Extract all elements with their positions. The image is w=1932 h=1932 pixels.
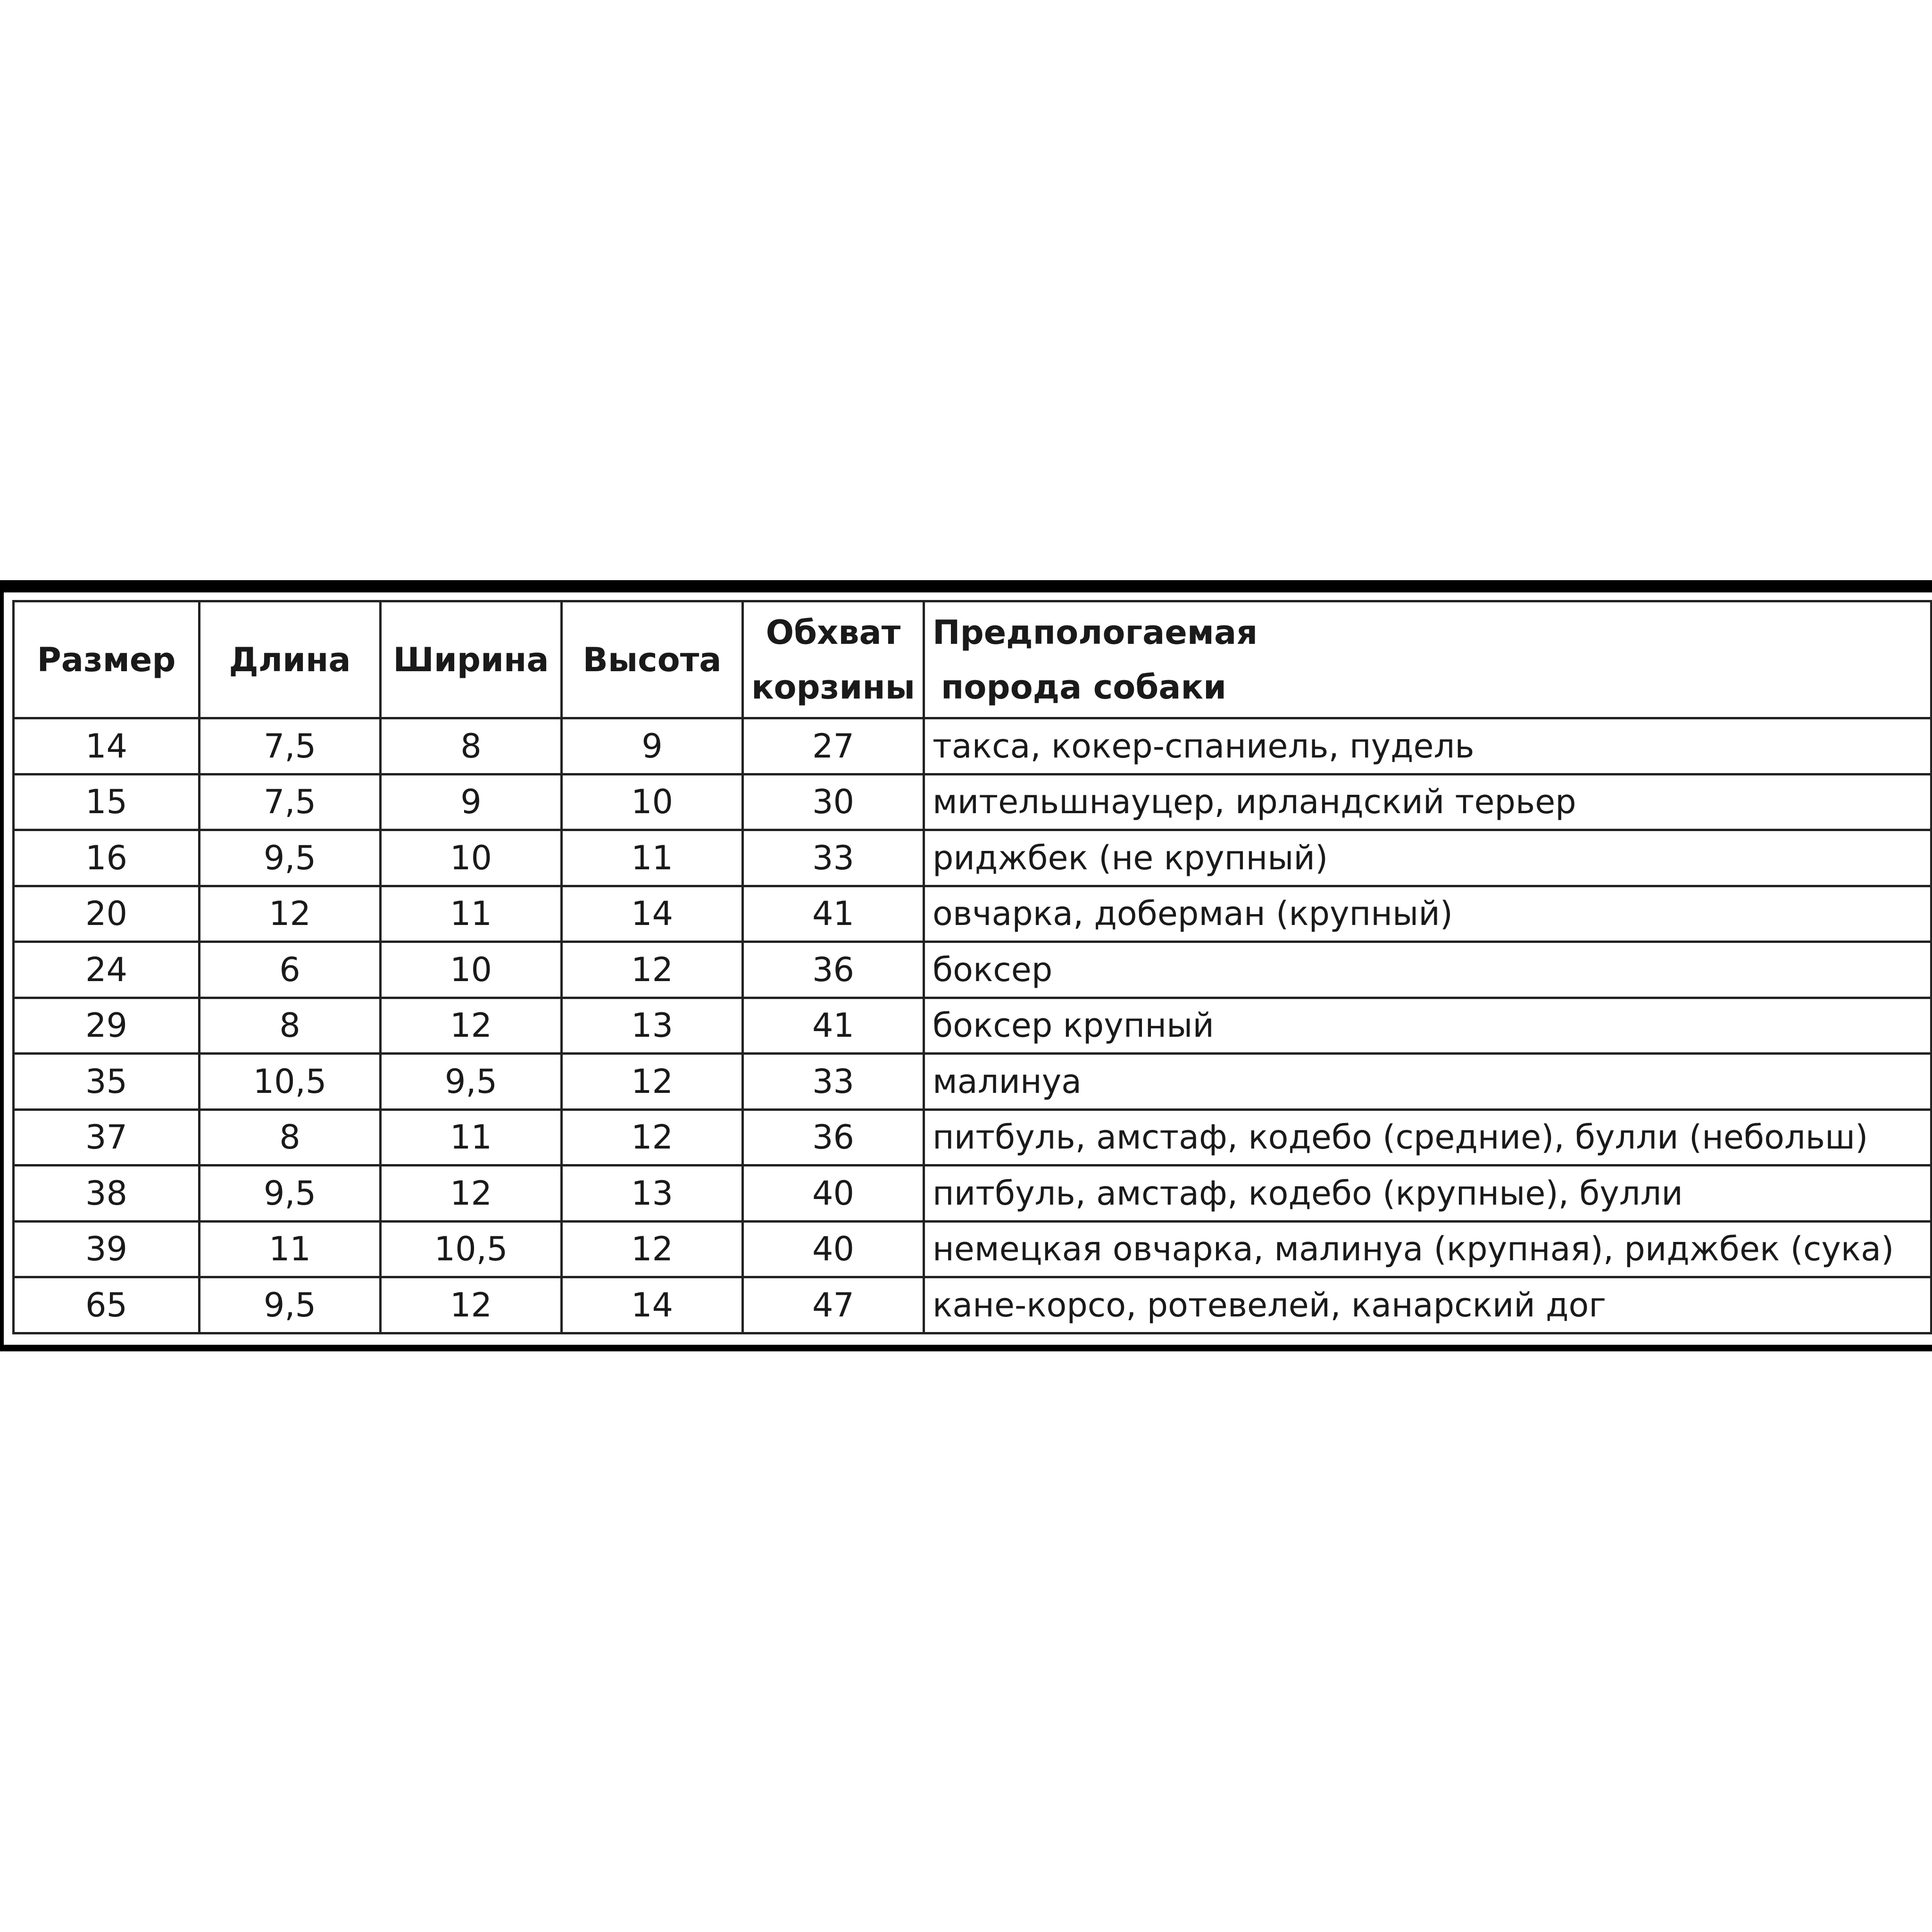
header-size: Размер: [14, 601, 200, 718]
table-row: [14, 1277, 1932, 1333]
size-chart-table: [12, 600, 1932, 1334]
header-basket-girth-line2: корзины: [751, 667, 916, 707]
cell-breed: боксер: [924, 942, 1932, 998]
header-row: [14, 601, 1932, 718]
cell-breed: малинуа: [924, 1054, 1932, 1110]
cell-breed: овчарка, доберман (крупный): [924, 886, 1932, 942]
cell-breed: питбуль, амстаф, кодебо (средние), булли (небольш): [924, 1109, 1932, 1166]
cell-size: 16: [14, 830, 200, 886]
cell-length: 8: [200, 998, 381, 1054]
cell-length: 9,5: [200, 1277, 381, 1333]
cell-breed: немецкая овчарка, малинуа (крупная), риджбек (сука): [924, 1221, 1932, 1277]
table-row: [14, 886, 1932, 942]
header-width: Ширина: [381, 601, 562, 718]
header-breed-line2: порода собаки: [941, 667, 1227, 707]
table-row: [14, 1166, 1932, 1222]
cell-height: 11: [562, 830, 743, 886]
header-basket-girth-line1: Обхват: [766, 613, 901, 652]
table-row: [14, 1054, 1932, 1110]
cell-height: 9: [562, 718, 743, 774]
cell-width: 11: [381, 886, 562, 942]
cell-size: 65: [14, 1277, 200, 1333]
cell-height: 13: [562, 1166, 743, 1222]
cell-width: 10: [381, 942, 562, 998]
cell-width: 8: [381, 718, 562, 774]
cell-basket-girth: 30: [743, 774, 924, 830]
cell-size: 37: [14, 1109, 200, 1166]
cell-width: 12: [381, 1277, 562, 1333]
cell-width: 9: [381, 774, 562, 830]
cell-height: 14: [562, 1277, 743, 1333]
cell-breed: боксер крупный: [924, 998, 1932, 1054]
cell-length: 7,5: [200, 718, 381, 774]
cell-basket-girth: 27: [743, 718, 924, 774]
cell-length: 8: [200, 1109, 381, 1166]
table-row: [14, 1109, 1932, 1166]
cell-size: 14: [14, 718, 200, 774]
cell-height: 10: [562, 774, 743, 830]
cell-basket-girth: 33: [743, 830, 924, 886]
cell-size: 38: [14, 1166, 200, 1222]
table-row: [14, 1221, 1932, 1277]
cell-length: 9,5: [200, 1166, 381, 1222]
cell-breed: мительшнауцер, ирландский терьер: [924, 774, 1932, 830]
cell-length: 6: [200, 942, 381, 998]
cell-length: 9,5: [200, 830, 381, 886]
cell-breed: питбуль, амстаф, кодебо (крупные), булли: [924, 1166, 1932, 1222]
cell-height: 12: [562, 942, 743, 998]
cell-size: 20: [14, 886, 200, 942]
cell-basket-girth: 33: [743, 1054, 924, 1110]
table-row: [14, 942, 1932, 998]
table-row: [14, 774, 1932, 830]
cell-width: 11: [381, 1109, 562, 1166]
table-row: [14, 998, 1932, 1054]
cell-breed: риджбек (не крупный): [924, 830, 1932, 886]
cell-height: 12: [562, 1054, 743, 1110]
cell-width: 9,5: [381, 1054, 562, 1110]
table-row: [14, 718, 1932, 774]
cell-length: 7,5: [200, 774, 381, 830]
cell-width: 10,5: [381, 1221, 562, 1277]
cell-size: 39: [14, 1221, 200, 1277]
cell-basket-girth: 36: [743, 942, 924, 998]
cell-width: 12: [381, 998, 562, 1054]
cell-basket-girth: 40: [743, 1221, 924, 1277]
cell-length: 12: [200, 886, 381, 942]
cell-length: 10,5: [200, 1054, 381, 1110]
cell-basket-girth: 36: [743, 1109, 924, 1166]
header-breed-line1: Предпологаемая: [933, 613, 1258, 652]
header-basket-girth: [743, 601, 924, 718]
table-row: [14, 830, 1932, 886]
cell-height: 12: [562, 1109, 743, 1166]
cell-basket-girth: 41: [743, 998, 924, 1054]
cell-size: 15: [14, 774, 200, 830]
cell-size: 35: [14, 1054, 200, 1110]
cell-breed: кане-корсо, ротевелей, канарский дог: [924, 1277, 1932, 1333]
cell-size: 24: [14, 942, 200, 998]
cell-width: 10: [381, 830, 562, 886]
cell-height: 13: [562, 998, 743, 1054]
header-height: Высота: [562, 601, 743, 718]
cell-length: 11: [200, 1221, 381, 1277]
cell-height: 14: [562, 886, 743, 942]
cell-basket-girth: 41: [743, 886, 924, 942]
cell-basket-girth: 40: [743, 1166, 924, 1222]
cell-breed: такса, кокер-спаниель, пудель: [924, 718, 1932, 774]
cell-size: 29: [14, 998, 200, 1054]
header-breed: [924, 601, 1932, 718]
header-length: Длина: [200, 601, 381, 718]
cell-basket-girth: 47: [743, 1277, 924, 1333]
cell-height: 12: [562, 1221, 743, 1277]
cell-width: 12: [381, 1166, 562, 1222]
